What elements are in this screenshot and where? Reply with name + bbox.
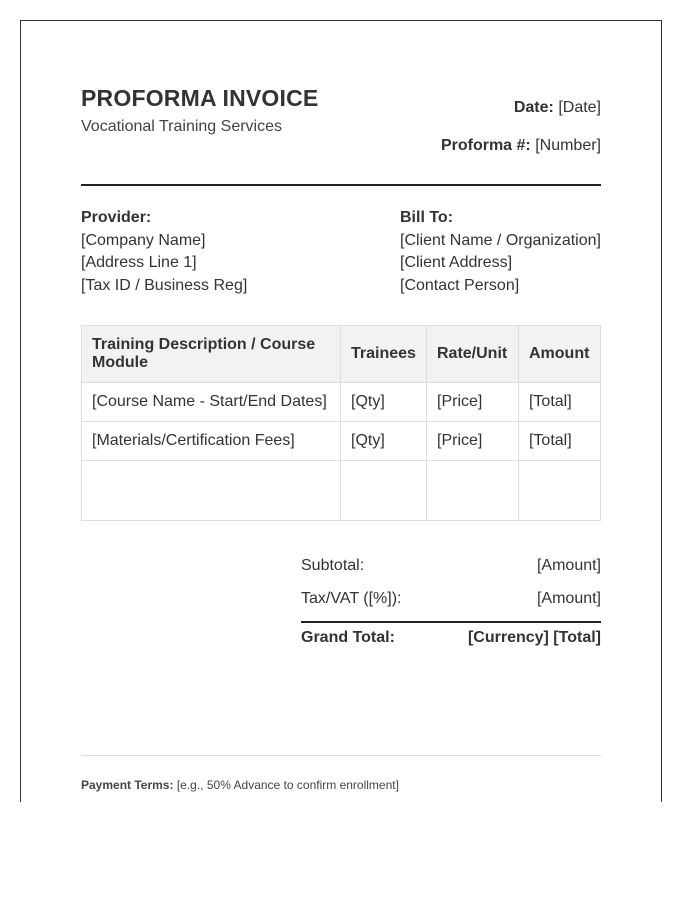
client-contact-person: [Contact Person] (400, 276, 520, 294)
provider-address: [Address Line 1] (81, 254, 197, 271)
grand-total-value: [Currency] [Total] (467, 629, 601, 646)
invoice-header (81, 85, 601, 185)
proforma-number-value: [Number] (535, 137, 601, 154)
column-header-trainees: Trainees (341, 326, 427, 383)
grand-total-row (301, 621, 601, 655)
client-name: [Client Name / Organization] (400, 231, 601, 249)
payment-terms (81, 778, 399, 792)
grand-total-label: Grand Total: (301, 629, 395, 646)
column-header-amount: Amount (518, 326, 600, 383)
column-header-description: Training Description / Course Module (82, 326, 341, 383)
page-subtitle: Vocational Training Services (81, 118, 282, 135)
provider-block (81, 207, 247, 297)
subtotal-row (301, 553, 601, 586)
date-label: Date: (513, 99, 554, 116)
cell-amount: [Total] (518, 422, 600, 461)
line-items-table (81, 325, 601, 521)
totals-block (301, 553, 601, 655)
invoice-date (514, 99, 601, 117)
cell-description (82, 461, 341, 521)
provider-heading: Provider: (81, 209, 152, 226)
footer-divider (81, 755, 601, 756)
payment-terms-value: [e.g., 50% Advance to confirm enrollment] (176, 778, 399, 792)
cell-trainees: [Qty] (341, 422, 427, 461)
bill-to-heading: Bill To: (400, 209, 454, 226)
cell-trainees (341, 461, 427, 521)
cell-amount (518, 461, 600, 521)
tax-value: [Amount] (536, 590, 601, 607)
subtotal-value: [Amount] (536, 557, 601, 574)
cell-rate (427, 461, 519, 521)
cell-description: [Course Name - Start/End Dates] (82, 383, 341, 422)
page-title: PROFORMA INVOICE (81, 85, 319, 111)
client-address: [Client Address] (400, 254, 513, 271)
cell-trainees: [Qty] (341, 383, 427, 422)
table-row (82, 422, 601, 461)
tax-row (301, 586, 601, 619)
provider-tax-id: [Tax ID / Business Reg] (81, 276, 248, 294)
proforma-number-label: Proforma #: (440, 137, 531, 154)
date-value: [Date] (558, 99, 601, 116)
tax-label: Tax/VAT ([%]): (301, 590, 402, 607)
cell-amount: [Total] (518, 383, 600, 422)
table-header-row (82, 326, 601, 383)
bill-to-block (400, 207, 601, 297)
payment-terms-label: Payment Terms: (81, 778, 174, 792)
header-divider (81, 184, 601, 186)
column-header-rate: Rate/Unit (427, 326, 519, 383)
subtotal-label: Subtotal: (301, 557, 365, 574)
cell-rate: [Price] (427, 383, 519, 422)
cell-rate: [Price] (427, 422, 519, 461)
cell-description: [Materials/Certification Fees] (82, 422, 341, 461)
provider-company-name: [Company Name] (81, 231, 206, 249)
table-row (82, 461, 601, 521)
proforma-number (441, 137, 601, 155)
invoice-page (20, 20, 662, 802)
table-row (82, 383, 601, 422)
